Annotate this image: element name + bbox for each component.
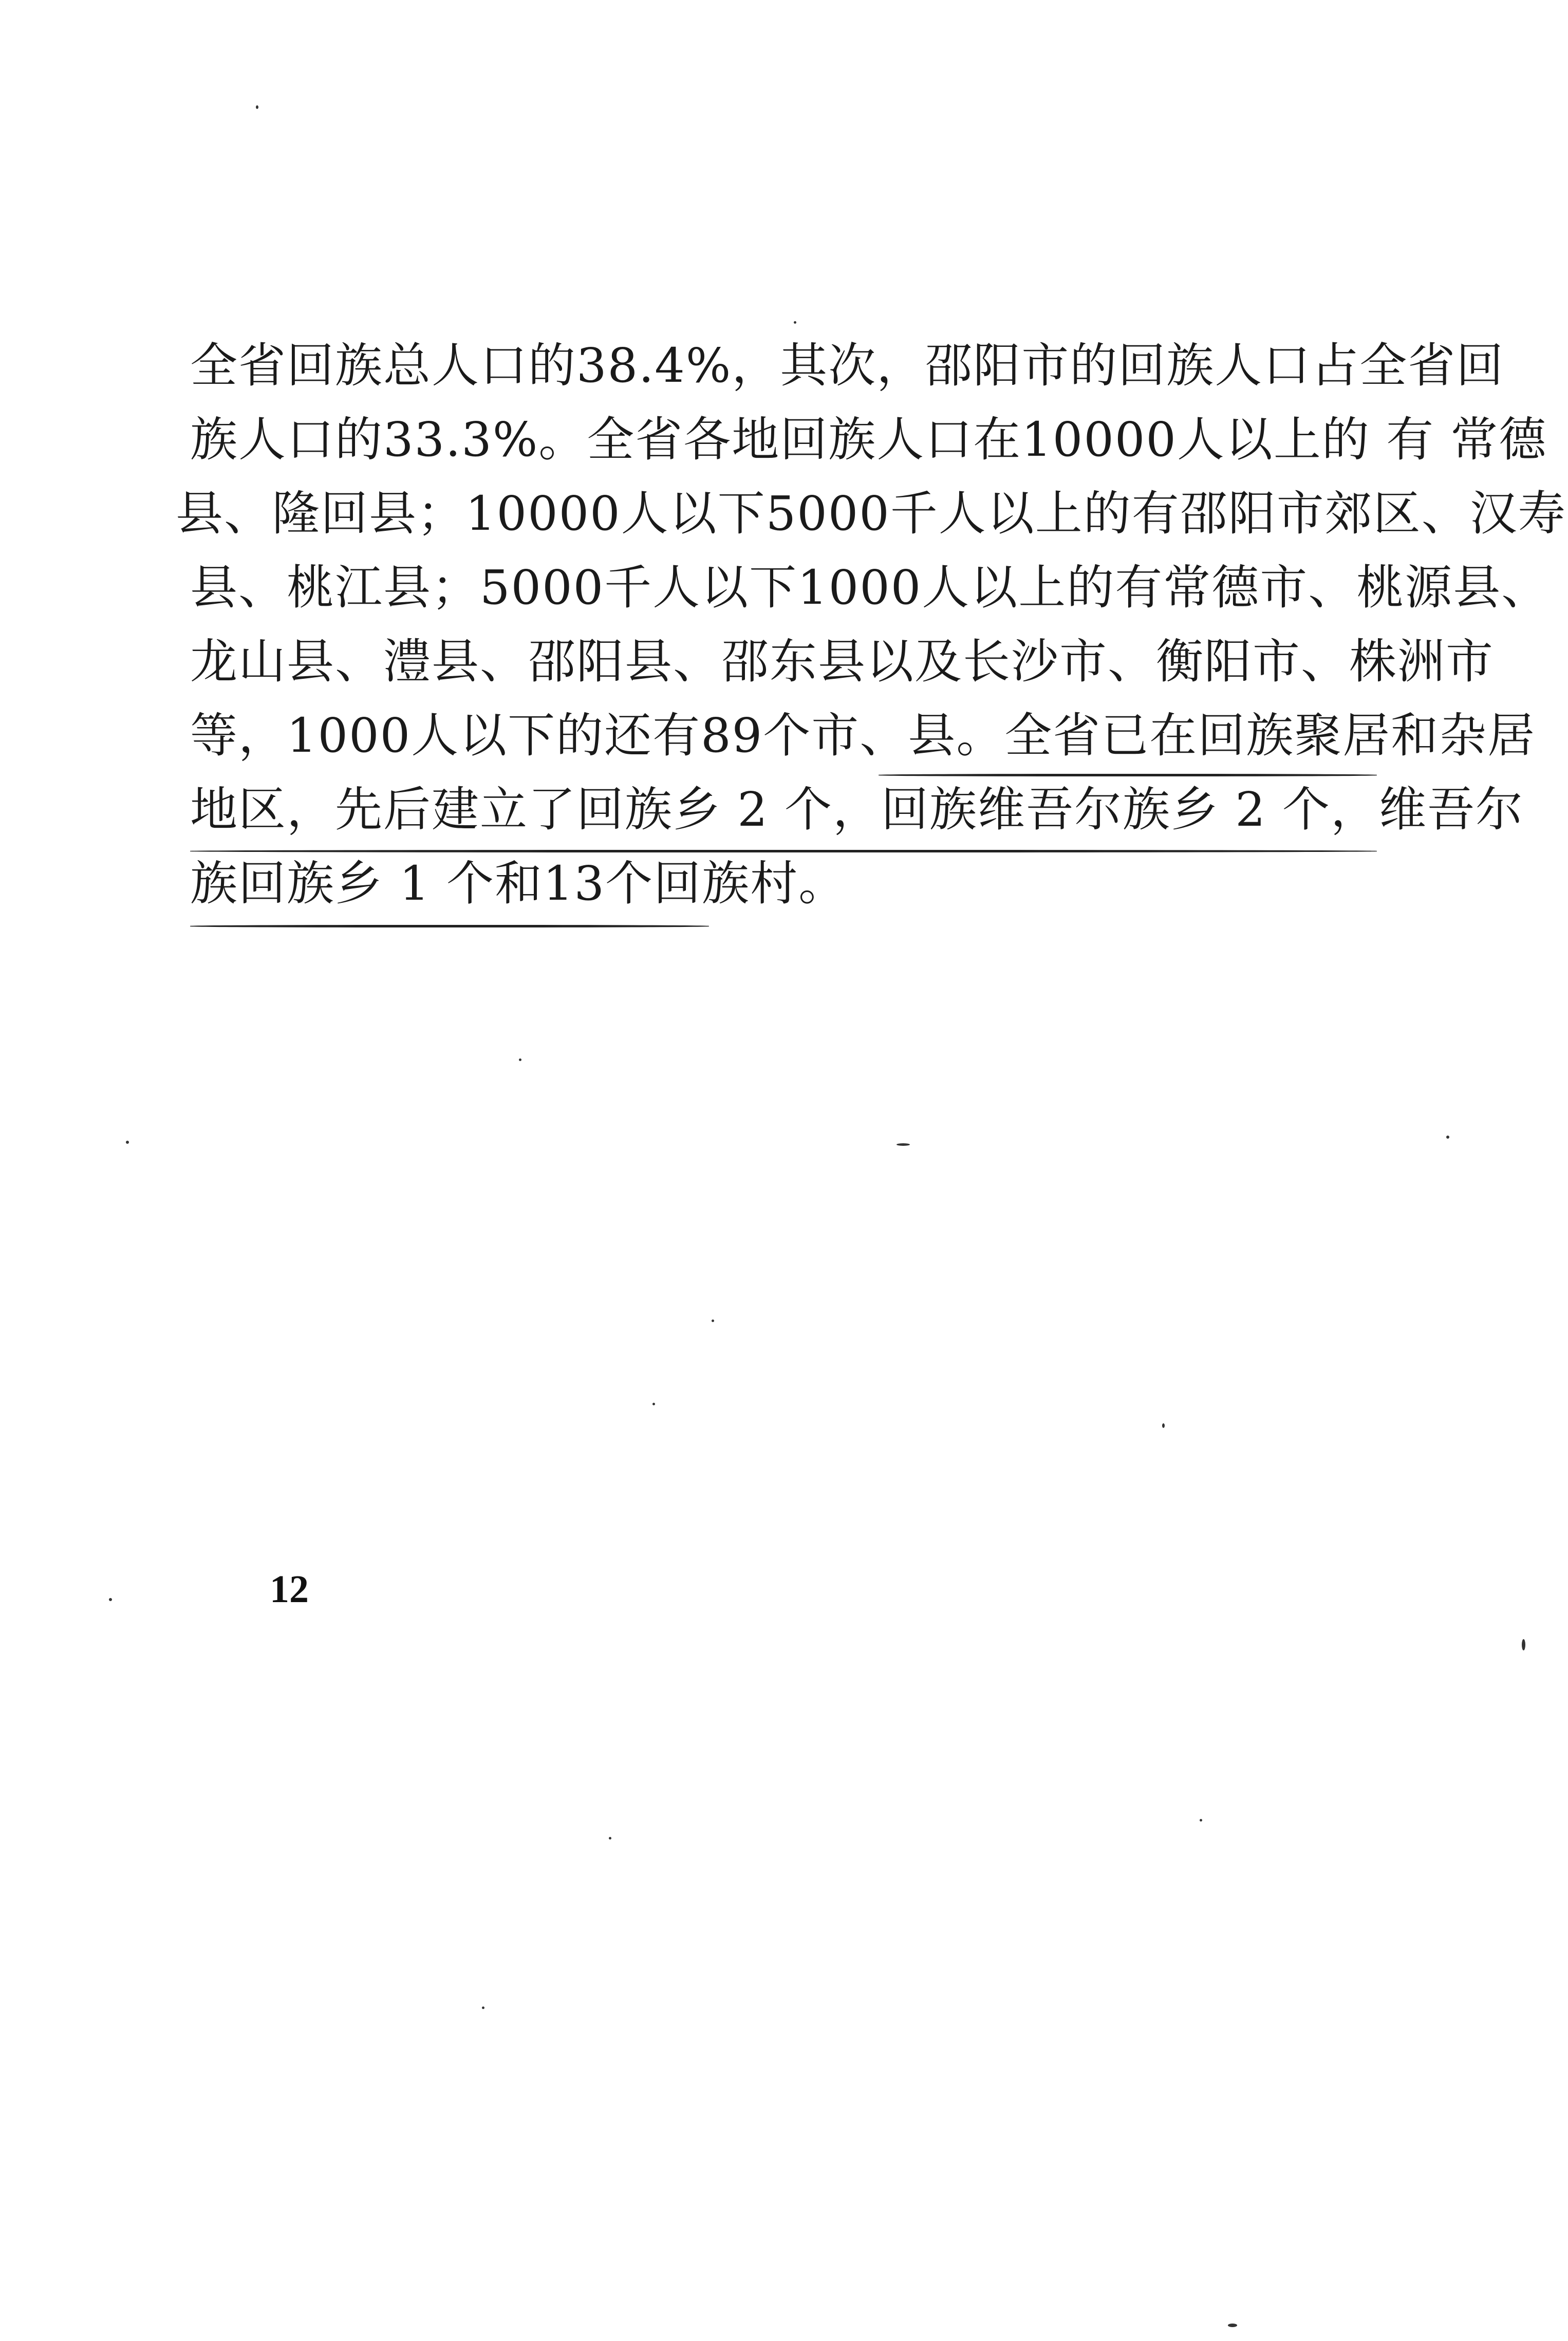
scan-speck: [794, 321, 796, 324]
handwritten-underline: [190, 925, 709, 927]
scan-speck: [1446, 1136, 1449, 1139]
text-line: 县、隆回县；10000人以下5000千人以上的有邵阳市郊区、汉寿: [176, 486, 1566, 541]
scan-speck: [109, 1598, 112, 1601]
text-line: 县、桃江县；5000千人以下1000人以上的有常德市、桃源县、: [190, 560, 1550, 615]
text-line: 等，1000人以下的还有89个市、县。全省已在回族聚居和杂居: [190, 708, 1536, 763]
scan-speck: [1228, 2324, 1237, 2327]
scan-speck: [256, 105, 258, 109]
scan-speck: [519, 1058, 521, 1061]
text-line: 全省回族总人口的38.4%，其次，邵阳市的回族人口占全省回: [190, 338, 1505, 393]
text-line: 地区，先后建立了回族乡 2 个，回族维吾尔族乡 2 个，维吾尔: [190, 782, 1524, 837]
page-number: 12: [270, 1568, 309, 1611]
scan-speck: [126, 1141, 129, 1144]
scan-speck: [1162, 1423, 1165, 1428]
text-line: 族回族乡 1 个和13个回族村。: [190, 856, 847, 911]
body-paragraph: [176, 329, 1566, 921]
scan-speck: [609, 1837, 611, 1840]
scan-speck: [897, 1143, 910, 1146]
text-line: 族人口的33.3%。全省各地回族人口在10000人以上的 有 常德: [190, 412, 1547, 467]
scan-speck: [482, 2006, 484, 2009]
scan-speck: [652, 1403, 655, 1405]
handwritten-underline: [879, 774, 1377, 776]
scan-speck: [1522, 1639, 1525, 1650]
scan-speck: [712, 1320, 714, 1322]
scan-speck: [1200, 1819, 1202, 1822]
text-line: 龙山县、澧县、邵阳县、邵东县以及长沙市、衡阳市、株洲市: [190, 634, 1495, 689]
handwritten-underline: [190, 850, 1377, 852]
